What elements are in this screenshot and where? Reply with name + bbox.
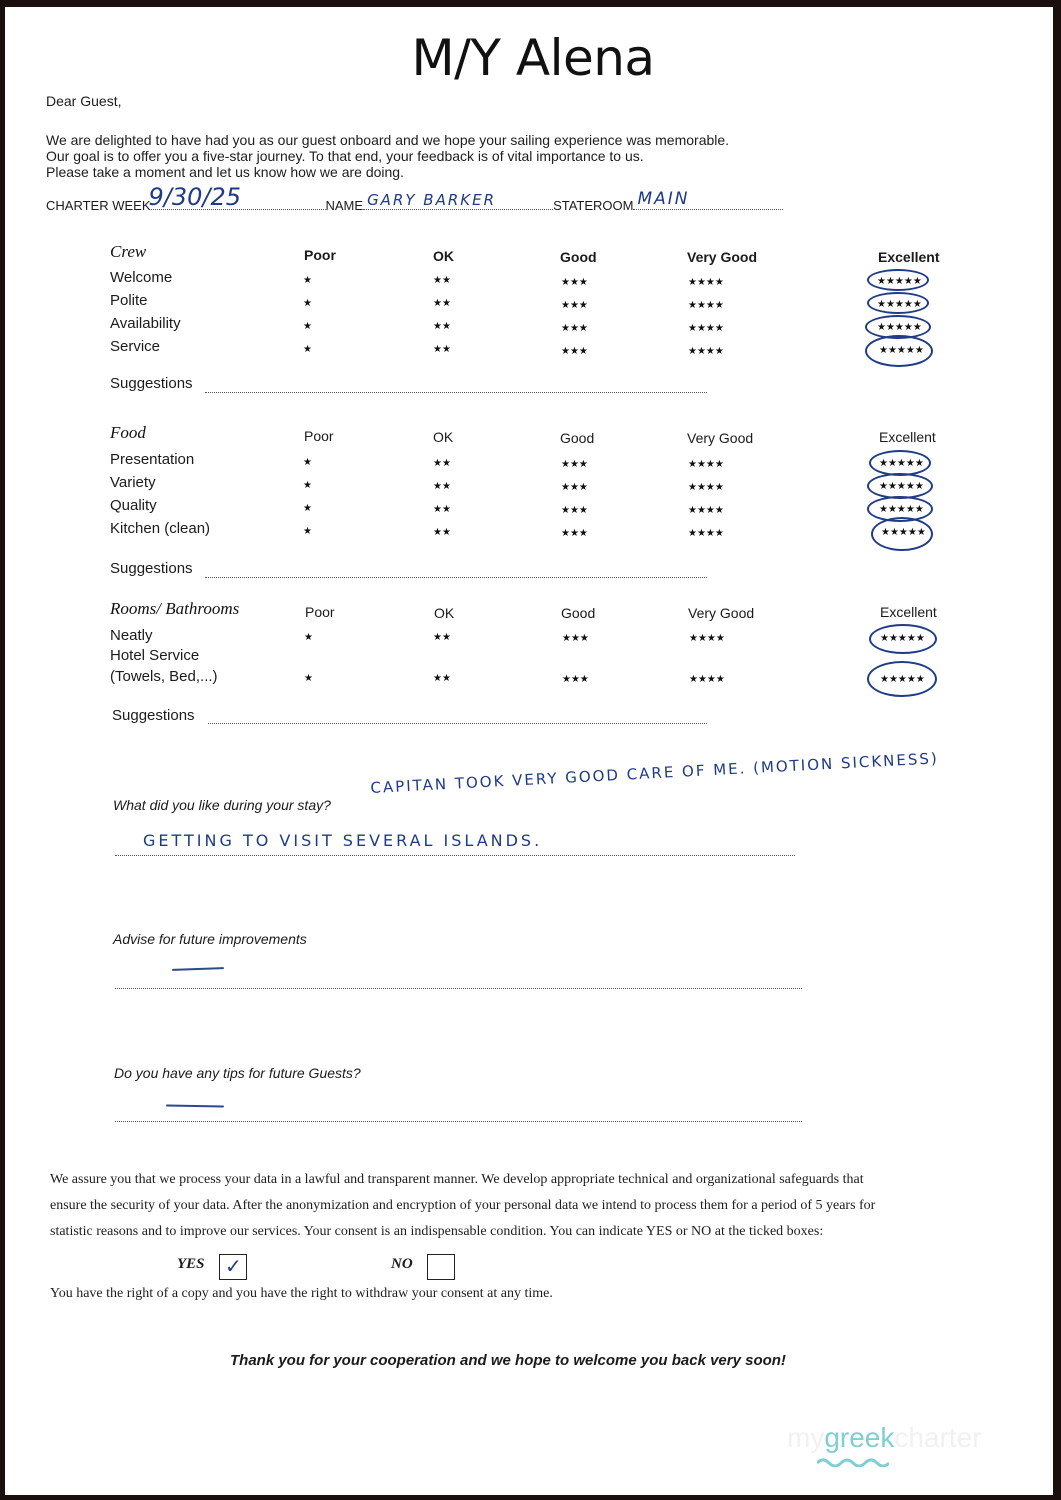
question-label: Do you have any tips for future Guests?: [114, 1065, 361, 1081]
row-label: Availability: [110, 315, 181, 332]
feedback-form-page: [5, 7, 1053, 1495]
rating-option-ok[interactable]: ★★: [433, 632, 451, 643]
rating-option-poor[interactable]: ★: [303, 298, 312, 309]
selection-circle: [867, 269, 929, 291]
column-header-poor: Poor: [304, 247, 336, 263]
suggestions-label: Suggestions: [112, 707, 195, 724]
rating-option-excellent-selected[interactable]: ★★★★★: [877, 299, 922, 310]
rating-option-very-good[interactable]: ★★★★: [688, 323, 724, 334]
suggestions-input[interactable]: [205, 391, 707, 393]
answer-input[interactable]: [115, 854, 795, 856]
form-title: M/Y Alena: [411, 29, 655, 87]
row-label: Hotel Service: [110, 647, 200, 664]
rating-option-good[interactable]: ★★★: [561, 528, 588, 539]
rating-option-good[interactable]: ★★★: [561, 482, 588, 493]
rating-option-excellent-selected[interactable]: ★★★★★: [880, 633, 925, 644]
handwritten-answer: CAPITAN TOOK VERY GOOD CARE OF ME. (MOTION SICKNESS): [370, 749, 940, 797]
question-label: What did you like during your stay?: [113, 797, 331, 813]
column-header-poor: Poor: [305, 604, 335, 620]
rating-option-poor[interactable]: ★: [304, 632, 313, 643]
selection-circle: [865, 335, 933, 367]
check-mark-icon: ✓: [225, 1256, 242, 1278]
column-header-very-good: Very Good: [688, 605, 755, 621]
answer-input[interactable]: [115, 987, 802, 989]
name-label: NAME: [325, 198, 364, 213]
column-header-good: Good: [561, 605, 596, 621]
rating-option-good[interactable]: ★★★: [561, 459, 588, 470]
rating-option-ok[interactable]: ★★: [433, 481, 451, 492]
rating-option-ok[interactable]: ★★: [433, 458, 451, 469]
rating-option-very-good[interactable]: ★★★★: [688, 346, 724, 357]
mygreekcharter-watermark: [787, 1422, 982, 1454]
rating-option-excellent-selected[interactable]: ★★★★★: [881, 527, 926, 538]
guest-info-row: [46, 183, 783, 213]
rating-option-very-good[interactable]: ★★★★: [688, 300, 724, 311]
watermark-text: greek: [824, 1422, 895, 1453]
stateroom-label: STATEROOM: [553, 198, 634, 213]
rating-option-good[interactable]: ★★★: [561, 323, 588, 334]
row-label: Kitchen (clean): [110, 520, 211, 537]
stateroom-value: MAIN: [637, 189, 690, 209]
consent-footer-note: You have the right of a copy and you have the right to withdraw your consent at any time.: [50, 1286, 553, 1301]
rating-option-ok[interactable]: ★★: [433, 527, 451, 538]
rating-option-very-good[interactable]: ★★★★: [689, 674, 725, 685]
handwritten-dash: [172, 967, 224, 971]
column-header-ok: OK: [434, 605, 455, 621]
rating-option-good[interactable]: ★★★: [561, 346, 588, 357]
selection-circle: [867, 661, 937, 697]
rating-option-ok[interactable]: ★★: [433, 298, 451, 309]
name-field[interactable]: [363, 191, 553, 210]
rating-option-very-good[interactable]: ★★★★: [688, 505, 724, 516]
rating-option-excellent-selected[interactable]: ★★★★★: [879, 504, 924, 515]
rating-option-excellent-selected[interactable]: ★★★★★: [879, 345, 924, 356]
rating-option-excellent-selected[interactable]: ★★★★★: [879, 458, 924, 469]
row-label: Neatly: [110, 627, 153, 644]
suggestions-input[interactable]: [205, 576, 707, 578]
rating-option-very-good[interactable]: ★★★★: [688, 528, 724, 539]
column-header-excellent: Excellent: [878, 249, 940, 265]
row-label: Polite: [110, 292, 148, 309]
rating-option-very-good[interactable]: ★★★★: [689, 633, 725, 644]
rating-option-ok[interactable]: ★★: [433, 673, 451, 684]
consent-line: We assure you that we process your data in a lawful and transparent manner. We develop appropriate technical and organizational safeguards that: [50, 1172, 864, 1187]
rating-option-poor[interactable]: ★: [303, 321, 312, 332]
rating-option-poor[interactable]: ★: [303, 275, 312, 286]
suggestions-label: Suggestions: [110, 375, 193, 392]
row-label: Variety: [110, 474, 156, 491]
rating-option-ok[interactable]: ★★: [433, 504, 451, 515]
column-header-very-good: Very Good: [687, 430, 754, 446]
column-header-good: Good: [560, 249, 597, 265]
charter-week-label: CHARTER WEEK: [46, 198, 151, 213]
rating-option-excellent-selected[interactable]: ★★★★★: [879, 481, 924, 492]
rating-option-very-good[interactable]: ★★★★: [688, 277, 724, 288]
intro-paragraph: [46, 132, 866, 180]
charter-week-field[interactable]: [148, 183, 326, 211]
column-header-good: Good: [560, 430, 595, 446]
answer-input[interactable]: [115, 1120, 802, 1122]
selection-circle: [871, 517, 933, 551]
rating-option-good[interactable]: ★★★: [561, 505, 588, 516]
no-checkbox[interactable]: [427, 1254, 455, 1280]
rating-option-excellent-selected[interactable]: ★★★★★: [877, 322, 922, 333]
stateroom-field[interactable]: [633, 189, 783, 210]
name-value: GARY BARKER: [367, 191, 497, 209]
rating-option-good[interactable]: ★★★: [561, 277, 588, 288]
rating-option-good[interactable]: ★★★: [561, 300, 588, 311]
watermark-text: charter: [894, 1422, 982, 1453]
question-label: Advise for future improvements: [113, 931, 307, 947]
watermark-text: my: [787, 1422, 825, 1453]
rating-option-good[interactable]: ★★★: [562, 633, 589, 644]
consent-line: ensure the security of your data. After the anonymization and encryption of your personal data we intend to process them for a period of 5 years for: [50, 1198, 876, 1213]
handwritten-answer: GETTING TO VISIT SEVERAL ISLANDS.: [143, 831, 543, 850]
section-title: Crew: [110, 242, 147, 261]
section-title: Rooms/ Bathrooms: [110, 599, 240, 618]
selection-circle: [867, 292, 929, 314]
yes-checkbox[interactable]: [219, 1254, 247, 1280]
rating-option-poor[interactable]: ★: [303, 344, 312, 355]
rating-option-good[interactable]: ★★★: [562, 674, 589, 685]
rating-option-poor[interactable]: ★: [303, 503, 312, 514]
suggestions-label: Suggestions: [110, 560, 193, 577]
no-label: NO: [391, 1256, 413, 1272]
rating-option-ok[interactable]: ★★: [433, 344, 451, 355]
row-label: Welcome: [110, 269, 173, 286]
charter-week-value: 9/30/25: [148, 183, 242, 211]
greeting: Dear Guest,: [46, 93, 122, 109]
row-label: Quality: [110, 497, 157, 514]
closing-message: Thank you for your cooperation and we hope to welcome you back very soon!: [230, 1352, 786, 1369]
rating-option-excellent-selected[interactable]: ★★★★★: [877, 276, 922, 287]
data-consent-text: [50, 1167, 1030, 1245]
selection-circle: [869, 624, 937, 654]
column-header-ok: OK: [433, 248, 454, 264]
column-header-poor: Poor: [304, 428, 334, 444]
consent-line: statistic reasons and to improve our services. Your consent is an indispensable condition. You can indicate YES or NO at the ticked boxes:: [50, 1224, 824, 1239]
intro-line: We are delighted to have had you as our guest onboard and we hope your sailing experience was memorable.: [46, 132, 730, 148]
rating-option-poor[interactable]: ★: [303, 457, 312, 468]
row-label: Service: [110, 338, 161, 355]
rating-option-very-good[interactable]: ★★★★: [688, 482, 724, 493]
wave-logo-icon: [817, 1457, 889, 1467]
column-header-very-good: Very Good: [687, 249, 758, 265]
yes-label: YES: [177, 1256, 205, 1272]
rating-option-very-good[interactable]: ★★★★: [688, 459, 724, 470]
rating-option-ok[interactable]: ★★: [433, 321, 451, 332]
rating-option-poor[interactable]: ★: [303, 526, 312, 537]
column-header-excellent: Excellent: [879, 429, 936, 445]
row-label: Presentation: [110, 451, 195, 468]
rating-option-excellent-selected[interactable]: ★★★★★: [880, 674, 925, 685]
suggestions-input[interactable]: [208, 722, 707, 724]
column-header-excellent: Excellent: [880, 604, 937, 620]
rating-option-poor[interactable]: ★: [304, 673, 313, 684]
handwritten-dash: [166, 1104, 224, 1107]
row-label-continued: (Towels, Bed,...): [110, 668, 218, 685]
intro-line: Our goal is to offer you a five-star journey. To that end, your feedback is of vital importance to us.: [46, 148, 644, 164]
rating-option-poor[interactable]: ★: [303, 480, 312, 491]
section-title: Food: [110, 423, 146, 442]
intro-line: Please take a moment and let us know how we are doing.: [46, 164, 404, 180]
column-header-ok: OK: [433, 429, 454, 445]
rating-option-ok[interactable]: ★★: [433, 275, 451, 286]
